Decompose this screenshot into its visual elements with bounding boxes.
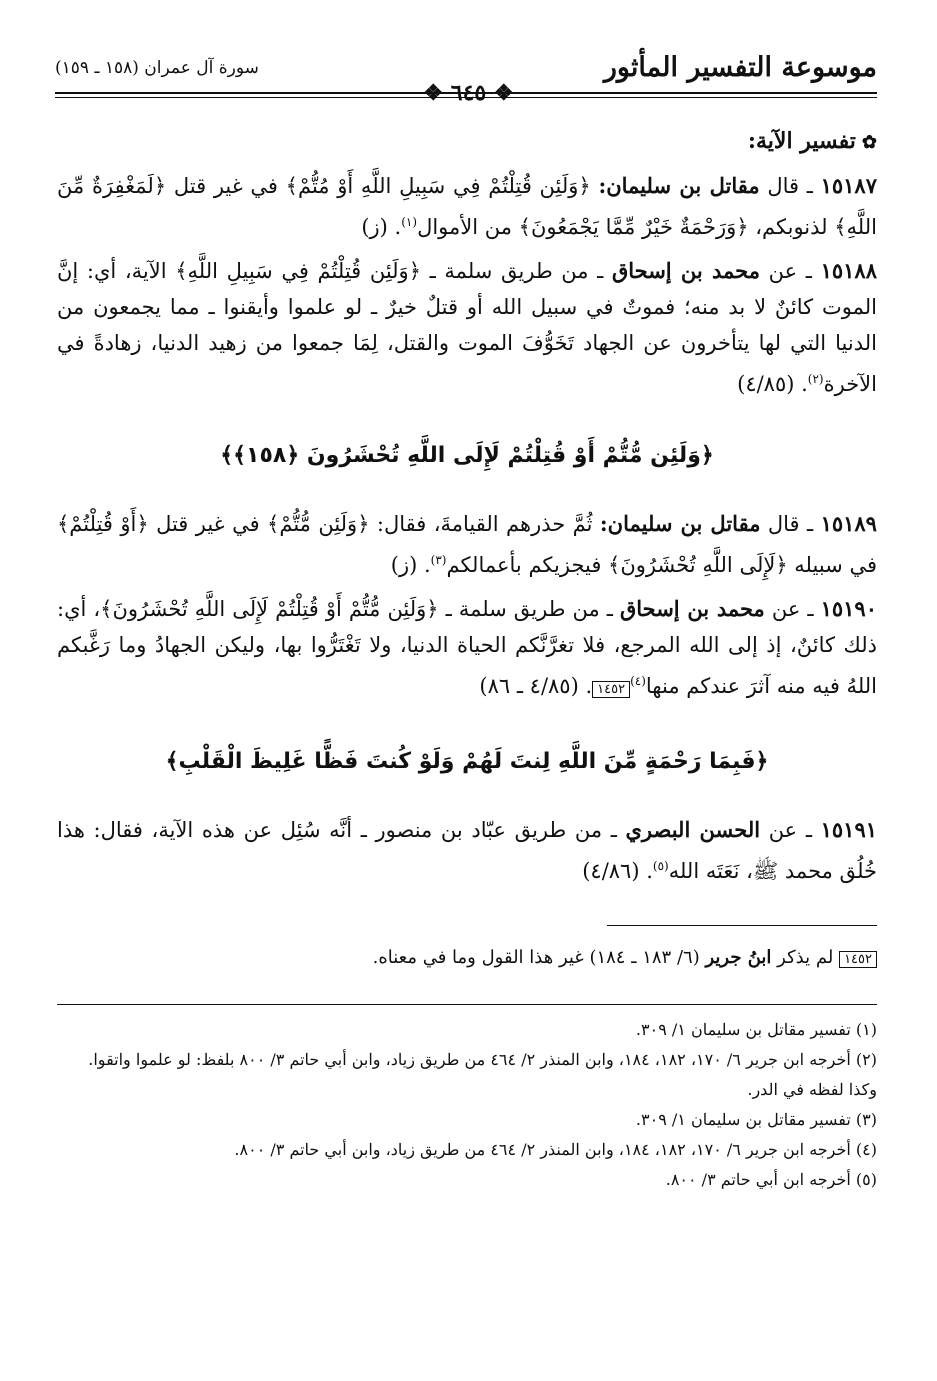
entry-number: ١٥١٨٧ xyxy=(820,173,877,198)
entry-15188 xyxy=(57,253,877,402)
note-badge: ١٤٥٢ xyxy=(839,951,877,968)
footnote-ref[interactable]: (٢) xyxy=(807,372,824,386)
narrator-name: محمد بن إسحاق xyxy=(619,596,765,621)
author-note-name: ابنُ جرير xyxy=(705,947,772,968)
page-number: ❖ ٦٤٥ ❖ xyxy=(423,80,514,106)
author-note-before: لم يذكر xyxy=(777,947,834,968)
note-badge[interactable]: ١٤٥٢ xyxy=(592,681,630,698)
book-title: موسوعة التفسير المأثور xyxy=(603,52,877,83)
entry-number: ١٥١٩٠ xyxy=(820,596,877,621)
footnote-ref[interactable]: (١) xyxy=(401,215,418,229)
section-title xyxy=(57,128,877,154)
footnote: (١) تفسير مقاتل بن سليمان ١/ ٣٠٩. xyxy=(635,1020,877,1039)
entry-prefix: ـ عن xyxy=(768,818,812,842)
footnote-ref[interactable]: (٣) xyxy=(430,553,447,567)
entry-tail: . (٤/٨٦) xyxy=(582,859,653,883)
narrator-name: مقاتل بن سليمان: xyxy=(599,511,761,536)
entry-prefix: ـ عن xyxy=(768,259,812,283)
header-rule-thin xyxy=(55,97,877,98)
entry-number: ١٥١٨٩ xyxy=(820,511,877,536)
entry-text: ـ من طريق عبّاد بن منصور ـ أنَّه سُئِل عن هذه الآية، فقال: هذا خُلُق محمد ﷺ، نَعَتَه الله xyxy=(57,818,877,883)
entry-tail: . (٤/٨٥ ـ ٨٦) xyxy=(479,674,593,698)
entry-tail: . (٤/٨٥) xyxy=(737,372,808,396)
surah-range: سورة آل عمران (١٥٨ ـ ١٥٩) xyxy=(55,58,259,78)
narrator-name: مقاتل بن سليمان: xyxy=(598,173,760,198)
footnotes-rule xyxy=(57,1004,877,1005)
footnote: (٣) تفسير مقاتل بن سليمان ١/ ٣٠٩. xyxy=(635,1110,877,1129)
entry-number: ١٥١٨٨ xyxy=(820,258,877,283)
footnote: (٢) أخرجه ابن جرير ٦/ ١٧٠، ١٨٢، ١٨٤، وابن المنذر ٢/ ٤٦٤ من طريق زياد، وابن أبي حاتم ٣/ ٨٠٠ بلفظ: لو علموا واتقوا. وكذا لفظه في الدر. xyxy=(88,1050,877,1099)
footnote-ref[interactable]: (٥) xyxy=(652,859,669,873)
footnote: (٤) أخرجه ابن جرير ٦/ ١٧٠، ١٨٢، ١٨٤، وابن المنذر ٢/ ٤٦٤ من طريق زياد، وابن أبي حاتم ٣/ ٨٠٠. xyxy=(234,1140,877,1159)
flower-icon: ✿ xyxy=(861,132,877,153)
entry-text: ثُمَّ حذرهم القيامةَ، فقال: ﴿وَلَئِن مُّتُّمْ﴾ في غير قتل ﴿أَوْ قُتِلْتُمْ﴾ في سبيله ﴿لَإِلَى اللَّهِ تُحْشَرُونَ﴾ فيجزيكم بأعمالكم xyxy=(57,512,877,577)
author-note-after: (٦/ ١٨٣ ـ ١٨٤) غير هذا القول وما في معناه. xyxy=(372,947,700,968)
entry-text: ـ من طريق سلمة ـ ﴿وَلَئِن مُّتُّمْ أَوْ قُتِلْتُمْ لَإِلَى اللَّهِ تُحْشَرُونَ﴾، أي: ذلك كائنٌ، إذ إلى الله المرجع، فلا تغرَّنَّكم الحياة الدنيا، ولا تَغْتَرُّوا بها، وليكن الجهادُ وما رَغَّبكم اللهُ فيه منه آثرَ عندكم منها xyxy=(57,597,877,698)
entry-prefix: ـ قال xyxy=(767,174,813,198)
entry-15190 xyxy=(57,591,877,708)
author-note-rule xyxy=(607,925,877,926)
entry-tail: . (ز) xyxy=(390,553,431,577)
entry-15191 xyxy=(57,812,877,889)
entry-text: ﴿وَلَئِن قُتِلْتُمْ فِي سَبِيلِ اللَّهِ أَوْ مُتُّمْ﴾ في غير قتل ﴿لَمَغْفِرَةٌ مِّنَ اللَّهِ﴾ لذنوبكم، ﴿وَرَحْمَةٌ خَيْرٌ مِّمَّا يَجْمَعُونَ﴾ من الأموال xyxy=(57,174,877,239)
ayah-heading: ﴿فَبِمَا رَحْمَةٍ مِّنَ اللَّهِ لِنتَ لَهُمْ وَلَوْ كُنتَ فَظًّا غَلِيظَ الْقَلْبِ﴾ xyxy=(165,749,769,774)
narrator-name: محمد بن إسحاق xyxy=(611,258,760,283)
entry-number: ١٥١٩١ xyxy=(820,817,878,842)
ayah-heading: ﴿وَلَئِن مُّتُّمْ أَوْ قُتِلْتُمْ لَإِلَى اللَّهِ تُحْشَرُونَ ﴿١٥٨﴾﴾ xyxy=(220,443,714,468)
author-note xyxy=(57,940,877,978)
section-title-text: تفسير الآية: xyxy=(747,128,856,154)
page-number-value: ٦٤٥ xyxy=(450,80,487,106)
narrator-name: الحسن البصري xyxy=(625,817,761,842)
entry-tail: . (ز) xyxy=(361,215,402,239)
footnote-ref[interactable]: (٤) xyxy=(630,674,646,688)
header-rule xyxy=(55,92,877,94)
entry-text: ـ من طريق سلمة ـ ﴿وَلَئِن قُتِلْتُمْ فِي سَبِيلِ اللَّهِ﴾ الآية، أي: إنَّ الموت كائنٌ لا بد منه؛ فموتٌ في سبيل الله أو قتلٌ خيرٌ ـ لو علموا وأيقنوا ـ مما يجمعون من الدنيا التي لها يتأخرون عن الجهاد تَخَوُّفَ الموت والقتل، لِمَا جمعوا من زهيد الدنيا، زهادةً في الآخرة xyxy=(57,259,877,396)
entry-prefix: ـ قال xyxy=(767,512,814,536)
entry-15187 xyxy=(57,168,877,245)
page-content xyxy=(57,128,877,1195)
entry-prefix: ـ عن xyxy=(771,597,814,621)
entry-15189 xyxy=(57,506,877,583)
footnote: (٥) أخرجه ابن أبي حاتم ٣/ ٨٠٠. xyxy=(665,1170,877,1189)
